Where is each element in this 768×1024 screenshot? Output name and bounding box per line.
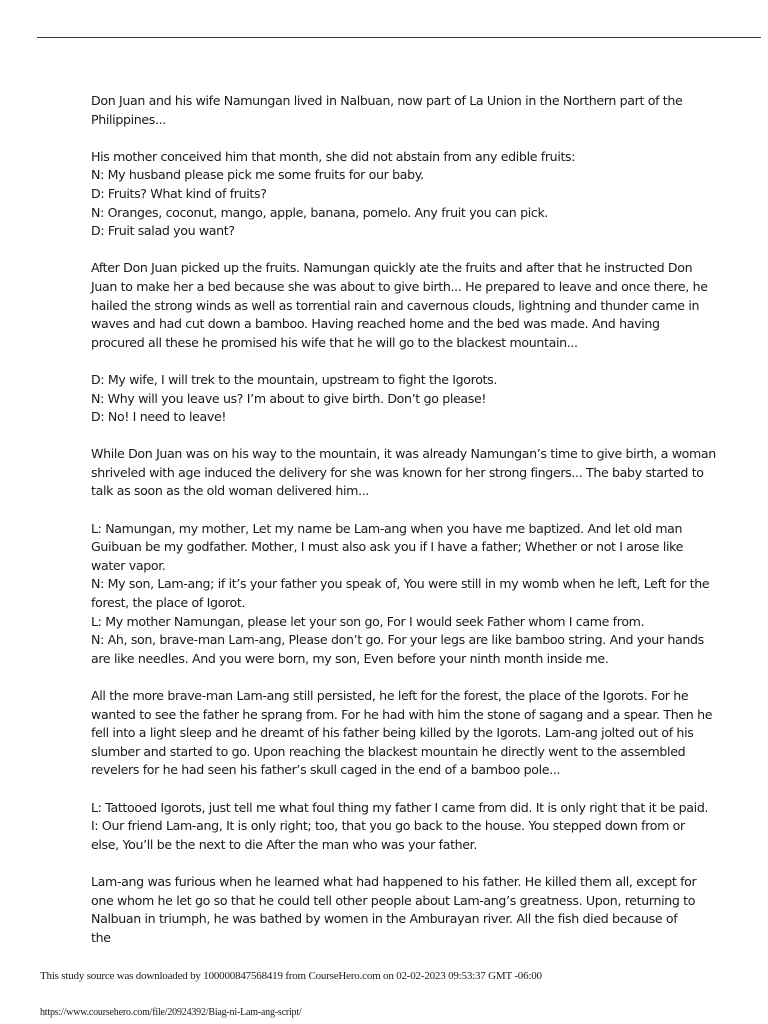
text-line: I: Our friend Lam-ang, It is only right; too, that you go back to the house. You stepped down from or xyxy=(91,818,685,834)
paragraph xyxy=(91,445,716,501)
top-divider xyxy=(37,37,761,38)
text-line: Don Juan and his wife Namungan lived in Nalbuan, now part of La Union in the Northern part of the xyxy=(91,93,683,108)
text-line: L: Namungan, my mother, Let my name be Lam-ang when you have me baptized. And let old man xyxy=(91,520,683,536)
paragraph xyxy=(91,148,691,241)
text-line: wanted to see the father he sprang from. For he had with him the stone of sagang and a spear. Then he xyxy=(91,706,713,722)
text-line: waves and had cut down a bamboo. Having reached home and the bed was made. And having xyxy=(91,316,660,332)
paragraph-gap xyxy=(91,780,691,799)
text-line: slumber and started to go. Upon reaching the blackest mountain he directly went to the assembled xyxy=(91,743,686,759)
paragraph xyxy=(91,520,710,669)
paragraph xyxy=(91,92,691,129)
text-line: After Don Juan picked up the fruits. Namungan quickly ate the fruits and after that he instructed Don xyxy=(91,260,693,276)
paragraph xyxy=(91,259,708,352)
document-body xyxy=(91,92,716,947)
text-line: Guibuan be my godfather. Mother, I must also ask you if I have a father; Whether or not I arose like xyxy=(91,539,684,555)
text-line: N: My husband please pick me some fruits for our baby. xyxy=(91,167,424,183)
text-line: the xyxy=(91,929,111,945)
text-line: Lam-ang was furious when he learned what had happened to his father. He killed them all, except for xyxy=(91,873,697,889)
text-line: else, You’ll be the next to die After the man who was your father. xyxy=(91,836,478,852)
paragraph xyxy=(91,799,709,855)
text-line: one whom he let go so that he could tell other people about Lam-ang’s greatness. Upon, returning to xyxy=(91,892,696,908)
paragraph xyxy=(91,687,713,780)
text-line: talk as soon as the old woman delivered him... xyxy=(91,483,370,499)
text-line: water vapor. xyxy=(91,557,166,573)
text-line: While Don Juan was on his way to the mountain, it was already Namungan’s time to give birth, a woman xyxy=(91,446,716,462)
text-line: L: Tattooed Igorots, just tell me what foul thing my father I came from did. It is only right that it be paid. xyxy=(91,799,709,815)
text-line: N: Oranges, coconut, mango, apple, banana, pomelo. Any fruit you can pick. xyxy=(91,204,549,220)
text-line: N: Ah, son, brave-man Lam-ang, Please don’t go. For your legs are like bamboo string. And your hands xyxy=(91,632,704,648)
paragraph-gap xyxy=(91,352,691,371)
text-line: shriveled with age induced the delivery for she was known for her strong fingers... The baby started to xyxy=(91,464,704,480)
text-line: fell into a light sleep and he dreamt of his father being killed by the Igorots. Lam-ang jolted out of his xyxy=(91,725,694,741)
paragraph-gap xyxy=(91,668,691,687)
paragraph xyxy=(91,371,691,427)
text-line: All the more brave-man Lam-ang still persisted, he left for the forest, the place of the Igorots. For he xyxy=(91,688,689,703)
text-line: His mother conceived him that month, she did not abstain from any edible fruits: xyxy=(91,148,576,164)
paragraph-gap xyxy=(91,854,691,873)
text-line: Juan to make her a bed because she was about to give birth... He prepared to leave and once there, he xyxy=(91,278,708,294)
paragraph-gap xyxy=(91,501,691,520)
text-line: L: My mother Namungan, please let your son go, For I would seek Father whom I came from. xyxy=(91,613,645,629)
text-line: D: Fruit salad you want? xyxy=(91,223,235,239)
text-line: D: No! I need to leave! xyxy=(91,409,227,425)
text-line: D: Fruits? What kind of fruits? xyxy=(91,185,267,201)
text-line: revelers for he had seen his father’s skull caged in the end of a bamboo pole... xyxy=(91,762,561,778)
download-notice: This study source was downloaded by 100000847568419 from CourseHero.com on 02-02-2023 09:53:37 GMT -06:00 xyxy=(40,970,542,982)
paragraph-gap xyxy=(91,427,691,446)
text-line: are like needles. And you were born, my son, Even before your ninth month inside me. xyxy=(91,650,609,666)
paragraph xyxy=(91,873,697,947)
text-line: Nalbuan in triumph, he was bathed by women in the Amburayan river. All the fish died because of xyxy=(91,911,678,927)
paragraph-gap xyxy=(91,241,691,260)
paragraph-gap xyxy=(91,129,691,148)
text-line: hailed the strong winds as well as torrential rain and cavernous clouds, lightning and thunder came in xyxy=(91,297,700,313)
text-line: N: My son, Lam-ang; if it’s your father you speak of, You were still in my womb when he left, Left for the xyxy=(91,576,710,592)
text-line: Philippines... xyxy=(91,111,166,127)
text-line: N: Why will you leave us? I’m about to give birth. Don’t go please! xyxy=(91,390,487,406)
text-line: procured all these he promised his wife that he will go to the blackest mountain... xyxy=(91,334,578,350)
source-url[interactable]: https://www.coursehero.com/file/20924392/Biag-ni-Lam-ang-script/ xyxy=(40,1007,302,1018)
text-line: D: My wife, I will trek to the mountain, upstream to fight the Igorots. xyxy=(91,371,498,387)
text-line: forest, the place of Igorot. xyxy=(91,595,246,611)
